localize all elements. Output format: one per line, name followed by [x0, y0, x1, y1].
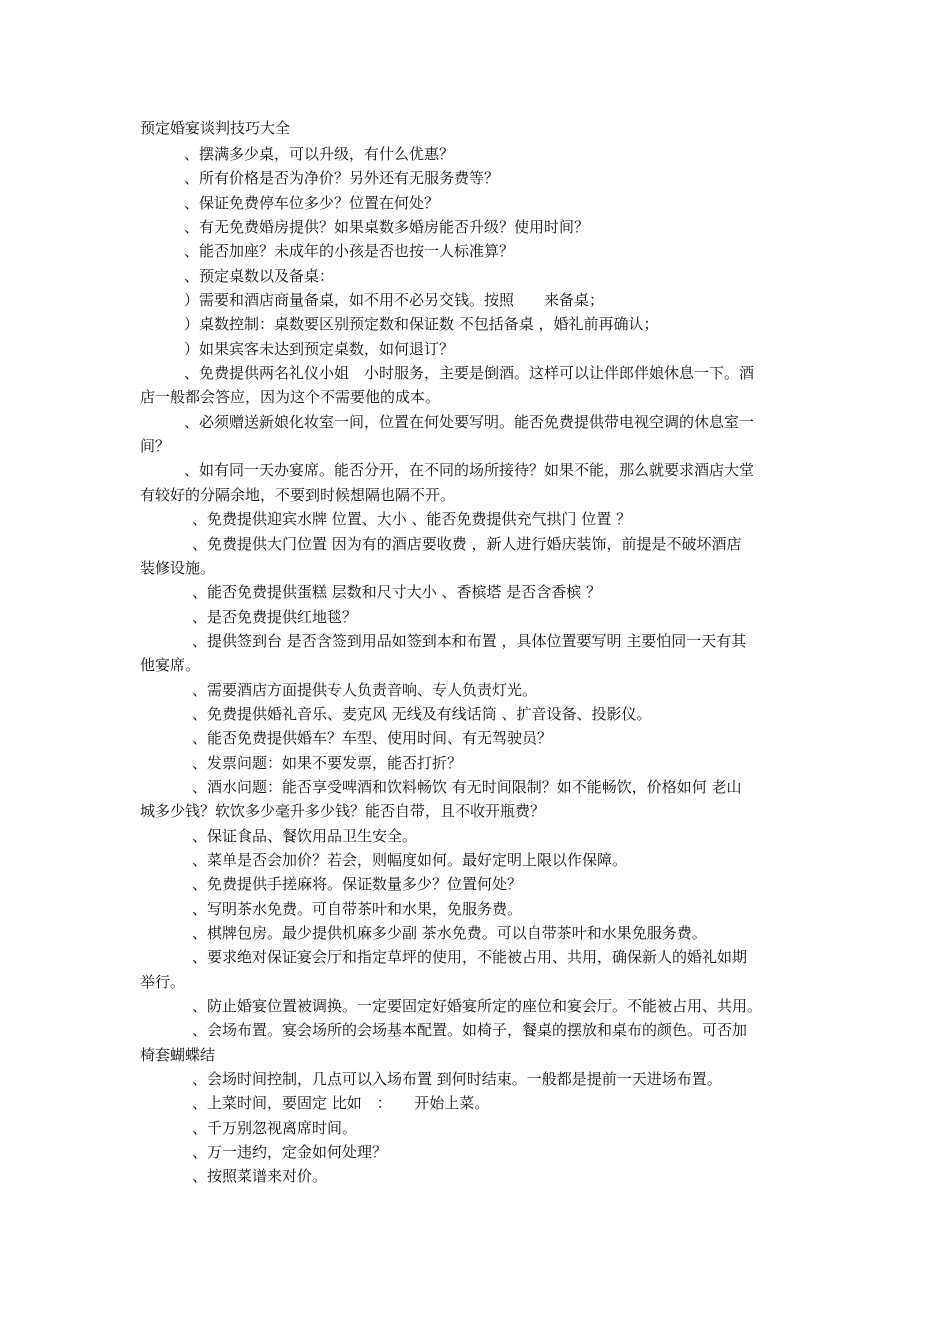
item-text-continued: 他宴席。: [140, 656, 201, 675]
list-item: [140, 288, 815, 312]
item-text: 、发票问题：如果不要发票，能否打折？: [192, 753, 463, 772]
item-text: 、菜单是否会加价？若会，则幅度如何。最好定明上限以作保障。: [192, 850, 628, 869]
item-text: 、上菜时间，要固定 比如 ： 开始上菜。: [192, 1094, 490, 1113]
list-item: [140, 629, 815, 678]
item-text: 、棋牌包房。最少提供机麻多少副 茶水免费。可以自带茶叶和水果免服务费。: [192, 924, 707, 942]
list-item: [140, 872, 815, 896]
item-text: 、要求绝对保证宴会厅和指定草坪的使用，不能被占用、共用，确保新人的婚礼如期: [192, 948, 748, 967]
item-text-continued: 城多少钱？软饮多少毫升多少钱？能否自带，且不收开瓶费？: [140, 802, 546, 821]
list-item: [140, 337, 815, 361]
list-item: [140, 1067, 815, 1091]
list-item: [140, 410, 815, 459]
document-title: 预定婚宴谈判技巧大全: [140, 119, 291, 137]
list-item: [140, 1140, 815, 1164]
item-text-continued: 店一般都会答应，因为这个不需要他的成本。: [140, 388, 441, 407]
item-text: 、免费提供大门位置 因为有的酒店要收费 ，新人进行婚庆装饰，前提是不破坏酒店: [192, 534, 742, 553]
list-item: [140, 239, 815, 263]
list-item: [140, 848, 815, 872]
item-text: 、能否免费提供婚车？车型、使用时间、有无驾驶员？: [192, 729, 553, 748]
list-item: [140, 166, 815, 190]
list-item: [140, 580, 815, 604]
list-item: [140, 994, 815, 1018]
list-item: [140, 215, 815, 239]
item-text-continued: 装修设施。: [140, 558, 216, 577]
item-text: 、有无免费婚房提供？如果桌数多婚房能否升级？使用时间？: [184, 218, 590, 237]
item-text: 、能否加座？未成年的小孩是否也按一人标准算？: [184, 242, 515, 261]
item-text-continued: 椅套蝴蝶结: [140, 1045, 216, 1064]
list-item: [140, 945, 815, 994]
item-text: 、酒水问题：能否享受啤酒和饮料畅饮 有无时间限制？如不能畅饮，价格如何 老山: [192, 777, 742, 796]
item-text: ）需要和酒店商量备桌，如不用不必另交钱。按照 来备桌；: [184, 291, 605, 310]
item-text: 、如有同一天办宴席。能否分开，在不同的场所接待？如果不能，那么就要求酒店大堂: [184, 461, 755, 480]
list-item: [140, 1164, 815, 1188]
list-item: [140, 1116, 815, 1140]
list-item: [140, 824, 815, 848]
item-text: 、所有价格是否为净价？另外还有无服务费等？: [184, 169, 500, 188]
item-text: 、必须赠送新娘化妆室一间，位置在何处要写明。能否免费提供带电视空调的休息室一: [184, 412, 755, 431]
list-item: [140, 507, 815, 531]
item-text: 、千万别忽视离席时间。: [192, 1118, 358, 1137]
item-text: 、摆满多少桌，可以升级，有什么优惠？: [184, 145, 455, 163]
list-item: [140, 142, 815, 166]
list-item: [140, 1091, 815, 1115]
item-text-continued: 间？: [140, 437, 171, 456]
item-text: 、免费提供迎宾水牌 位置、大小 、能否免费提供充气拱门 位置 ？: [192, 510, 632, 529]
item-text: 、免费提供手搓麻将。保证数量多少？位置何处？: [192, 875, 523, 894]
item-text: 、写明茶水免费。可自带茶叶和水果，免服务费。: [192, 899, 523, 918]
item-text: 、免费提供婚礼音乐、麦克风 无线及有线话筒 、扩音设备、投影仪。: [192, 704, 652, 723]
item-text: 、防止婚宴位置被调换。一定要固定好婚宴所定的座位和宴会厅。不能被占用、共用。: [192, 997, 763, 1016]
item-text: ）桌数控制：桌数要区别预定数和保证数 不包括备桌 ，婚礼前再确认；: [184, 315, 659, 334]
list-item: [140, 191, 815, 215]
item-text: 、会场时间控制，几点可以入场布置 到何时结束。一般都是提前一天进场布置。: [192, 1070, 722, 1089]
item-list: [140, 142, 815, 1189]
list-item: [140, 702, 815, 726]
item-text: 、免费提供两名礼仪小姐 小时服务，主要是倒酒。这样可以让伴郎伴娘休息一下。酒: [184, 364, 755, 383]
list-item: [140, 921, 815, 945]
item-text: 、会场布置。宴会场所的会场基本配置。如椅子，餐桌的摆放和桌布的颜色。可否加: [192, 1021, 748, 1040]
item-text: 、按照菜谱来对价。: [192, 1167, 328, 1186]
item-text: 、预定桌数以及备桌：: [184, 266, 335, 285]
list-item: [140, 605, 815, 629]
list-item: [140, 532, 815, 581]
item-text: 、能否免费提供蛋糕 层数和尺寸大小 、香槟塔 是否含香槟 ？: [192, 583, 602, 602]
list-item: [140, 312, 815, 336]
list-item: [140, 264, 815, 288]
item-text: 、保证食品、餐饮用品卫生安全。: [192, 826, 418, 845]
list-item: [140, 361, 815, 410]
item-text: ）如果宾客未达到预定桌数，如何退订？: [184, 339, 455, 358]
item-text: 、万一违约，定金如何处理？: [192, 1143, 388, 1162]
list-item: [140, 751, 815, 775]
item-text: 、需要酒店方面提供专人负责音响、专人负责灯光。: [192, 680, 538, 699]
item-text: 、提供签到台 是否含签到用品如签到本和布置 ，具体位置要写明 主要怕同一天有其: [192, 631, 747, 650]
list-item: [140, 726, 815, 750]
item-text-continued: 有较好的分隔余地，不要到时候想隔也隔不开。: [140, 485, 456, 504]
list-item: [140, 1018, 815, 1067]
item-text-continued: 举行。: [140, 972, 186, 991]
list-item: [140, 775, 815, 824]
list-item: [140, 458, 815, 507]
item-text: 、是否免费提供红地毯？: [192, 607, 358, 626]
list-item: [140, 897, 815, 921]
list-item: [140, 678, 815, 702]
item-text: 、保证免费停车位多少？位置在何处？: [184, 193, 440, 212]
